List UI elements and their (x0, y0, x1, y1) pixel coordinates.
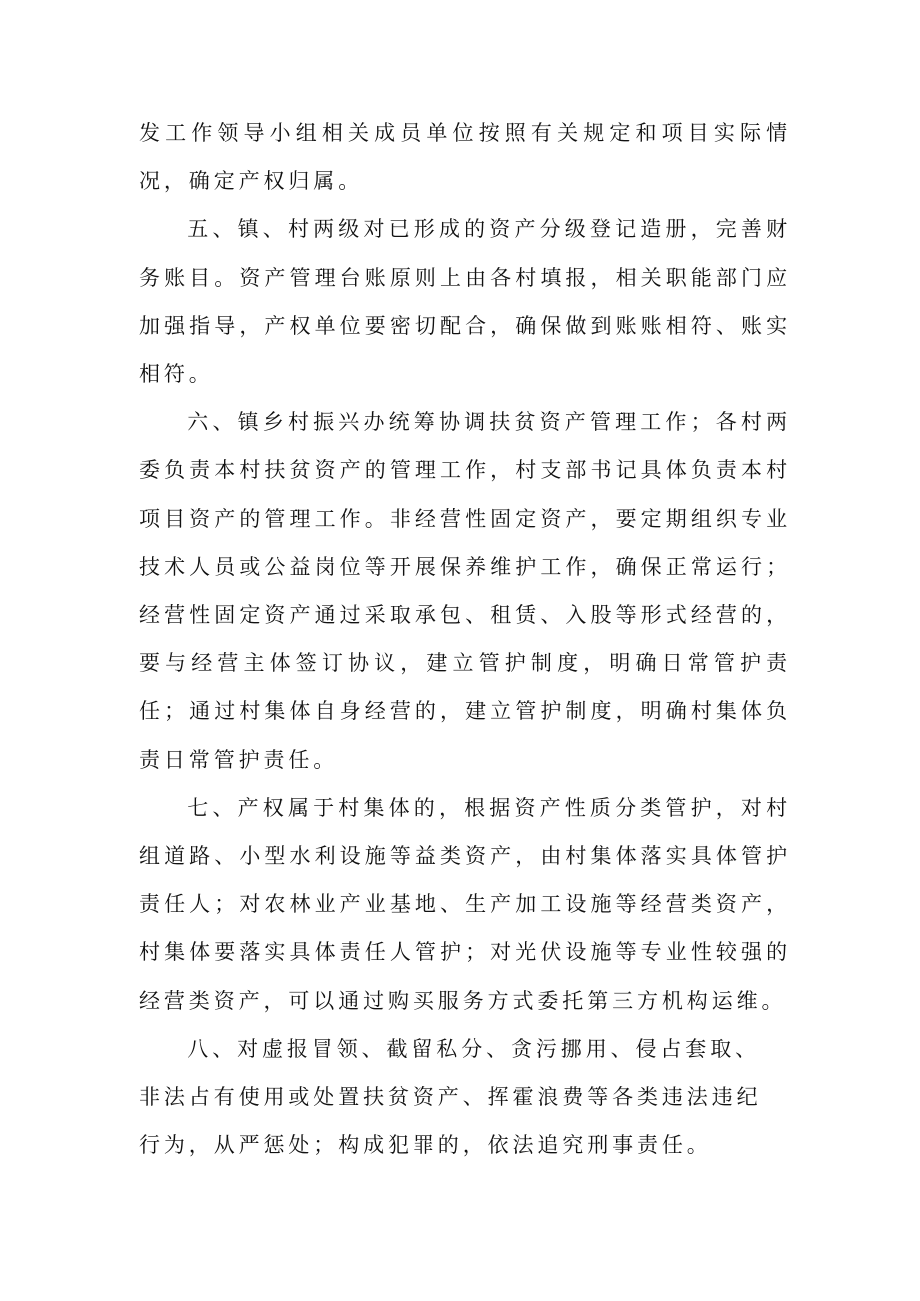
paragraph-8-penalties: 八、对虚报冒领、截留私分、贪污挪用、侵占套取、非法占有使用或处置扶贫资产、挥霍浪费等各类违法违纪行为，从严惩处；构成犯罪的，依法追究刑事责任。 (139, 1036, 762, 1158)
paragraph-6-management-responsibility: 六、镇乡村振兴办统筹协调扶贫资产管理工作；各村两委负责本村扶贫资产的管理工作，村支部书记具体负责本村项目资产的管理工作。非经营性固定资产，要定期组织专业技术人员或公益岗位等开展保养维护工作，确保正常运行；经营性固定资产通过采取承包、租赁、入股等形式经营的，要与经营主体签订协议，建立管护制度，明确日常管护责任；通过村集体自身经营的，建立管护制度，明确村集体负责日常管护责任。 (139, 410, 791, 772)
paragraph-continuation: 发工作领导小组相关成员单位按照有关规定和项目实际情况，确定产权归属。 (139, 121, 791, 194)
paragraph-7-collective-assets: 七、产权属于村集体的，根据资产性质分类管护，对村组道路、小型水利设施等益类资产，由村集体落实具体管护责任人；对农林业产业基地、生产加工设施等经营类资产，村集体要落实具体责任人管护；对光伏设施等专业性较强的经营类资产，可以通过购买服务方式委托第三方机构运维。 (139, 795, 791, 1013)
paragraph-5-asset-registration: 五、镇、村两级对已形成的资产分级登记造册，完善财务账目。资产管理台账原则上由各村填报，相关职能部门应加强指导，产权单位要密切配合，确保做到账账相符、账实相符。 (139, 217, 791, 387)
document-body (139, 109, 791, 1169)
